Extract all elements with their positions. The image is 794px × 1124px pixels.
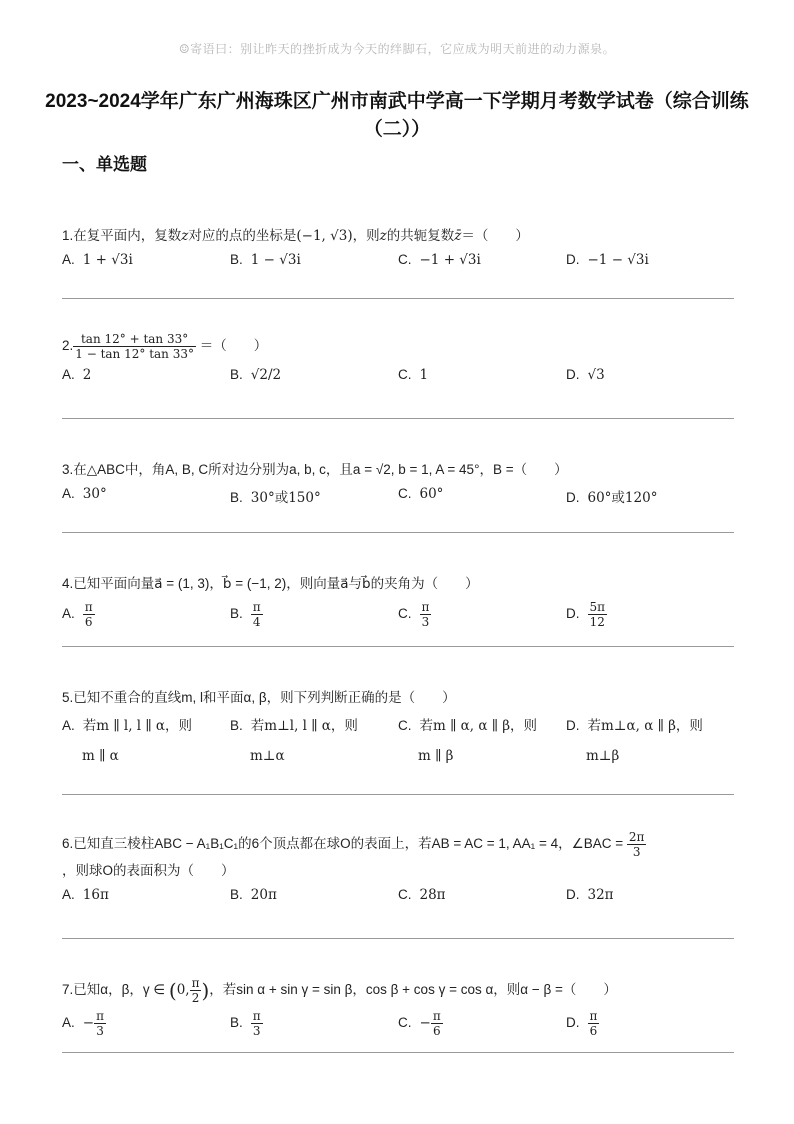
section-heading: 一、单选题 [62, 155, 147, 175]
question-stem: 3.在△ABC中，角A, B, C所对边分别为a, b, c，且a = √2, b = 1, A = 45°，B =（ ） [62, 462, 568, 477]
question-stem: 4.已知平面向量a⃗ = (1, 3)，b⃗ = (−1, 2)，则向量a⃗与b⃗的夹角为（ ） [62, 576, 479, 591]
question-5 [62, 688, 734, 780]
option-d[interactable]: D. 32π [566, 887, 614, 903]
option-d[interactable]: D. √3 [566, 367, 605, 383]
option-c[interactable]: C. 60° [398, 486, 444, 502]
divider [62, 938, 734, 939]
question-stem-line-2: ，则球O的表面积为（ ） [62, 863, 235, 878]
option-c[interactable]: C. − $\frac{\pi}{6}$ [398, 1009, 441, 1038]
question-6 [62, 830, 734, 917]
divider [62, 532, 734, 533]
option-b[interactable]: B. √2/2 [230, 367, 282, 383]
option-b[interactable]: B. $\frac{\pi}{3}$ [230, 1009, 261, 1038]
option-c[interactable]: C. −1 + √3i [398, 252, 481, 268]
question-stem: 7.已知α，β，γ ∈ (0, $\frac{\pi}{2}$ )，若sin α + sin γ = sin β，cos β + cos γ = cos α，则α − β =（ ） [62, 976, 617, 1005]
option-c[interactable]: C. 1 [398, 367, 429, 383]
option-a[interactable]: A. 16π [62, 887, 109, 903]
option-d[interactable]: D. $\frac{5\pi}{12}$ [566, 600, 606, 629]
option-b[interactable]: B. 30°或150° [230, 490, 321, 506]
question-stem: 6.已知直三棱柱ABC − A₁B₁C₁的6个顶点都在球O的表面上，若AB = AC = 1, AA₁ = 4，∠BAC = $\frac{2\pi}{3}$ [62, 830, 645, 859]
option-a[interactable]: A. 1 + √3i [62, 252, 133, 268]
divider [62, 298, 734, 299]
option-b[interactable]: B. 若m⊥l, l ∥ α，则 m⊥α [230, 718, 358, 764]
option-b[interactable]: B. 1 − √3i [230, 252, 301, 268]
option-d[interactable]: D. 若m⊥α, α ∥ β，则 m⊥β [566, 718, 703, 764]
option-a[interactable]: A. 若m ∥ l, l ∥ α，则 m ∥ α [62, 718, 193, 764]
question-stem: 1.在复平面内，复数z对应的点的坐标是(−1, √3)，则z的共轭复数z̄＝（ ） [62, 228, 529, 244]
option-b[interactable]: B. 20π [230, 887, 277, 903]
divider [62, 418, 734, 419]
option-d[interactable]: D. $\frac{\pi}{6}$ [566, 1009, 598, 1038]
option-a[interactable]: A. − $\frac{\pi}{3}$ [62, 1009, 104, 1038]
question-stem: 2. $\frac{\tan 12^\circ + \tan 33^\circ}{1 - \tan 12^\circ \tan 33^\circ}$ ＝（ ） [62, 332, 268, 361]
motto-line: ☺寄语曰：别让昨天的挫折成为今天的绊脚石，它应成为明天前进的动力源泉。 [178, 42, 616, 56]
divider [62, 1052, 734, 1053]
option-c[interactable]: C. 28π [398, 887, 446, 903]
divider [62, 794, 734, 795]
question-2 [62, 332, 734, 407]
option-b[interactable]: B. $\frac{\pi}{4}$ [230, 600, 261, 629]
option-d[interactable]: D. −1 − √3i [566, 252, 649, 268]
question-1 [62, 226, 734, 282]
option-c[interactable]: C. $\frac{\pi}{3}$ [398, 600, 430, 629]
option-a[interactable]: A. $\frac{\pi}{6}$ [62, 600, 93, 629]
option-a[interactable]: A. 30° [62, 486, 107, 502]
option-d[interactable]: D. 60°或120° [566, 490, 658, 506]
question-7 [62, 976, 734, 1049]
option-a[interactable]: A. 2 [62, 367, 92, 383]
question-stem: 5.已知不重合的直线m, l和平面α, β，则下列判断正确的是（ ） [62, 690, 456, 705]
question-3 [62, 460, 734, 516]
page-title: 2023~2024学年广东广州海珠区广州市南武中学高一下学期月考数学试卷（综合训练（二）） [45, 91, 749, 140]
question-4 [62, 574, 734, 640]
divider [62, 646, 734, 647]
option-c[interactable]: C. 若m ∥ α, α ∥ β，则 m ∥ β [398, 718, 538, 764]
